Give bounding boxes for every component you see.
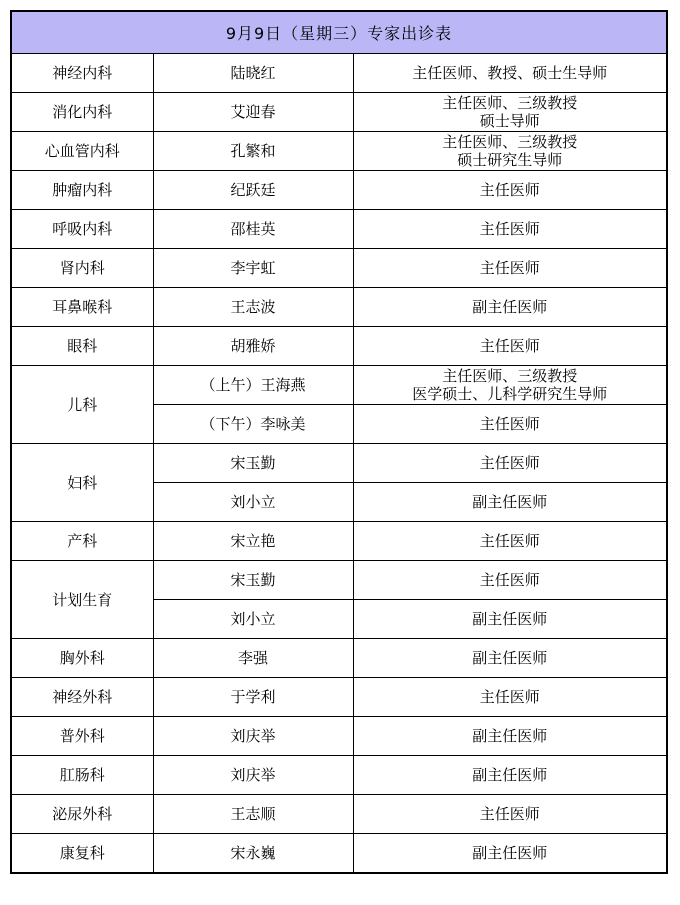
title-line: 主任医师: [479, 181, 540, 199]
doctor-cell: 刘庆举: [153, 756, 353, 795]
department-cell: 眼科: [11, 327, 153, 366]
department-cell: 心血管内科: [11, 132, 153, 171]
doctor-cell: 艾迎春: [153, 93, 353, 132]
doctor-cell: 陆晓红: [153, 54, 353, 93]
department-cell: 神经内科: [11, 54, 153, 93]
title-line: 副主任医师: [472, 493, 548, 511]
title-line: 硕士研究生导师: [457, 151, 563, 169]
title-line: 主任医师: [479, 259, 540, 277]
department-cell: 产科: [11, 522, 153, 561]
doctor-cell: 王志波: [153, 288, 353, 327]
department-cell: 泌尿外科: [11, 795, 153, 834]
title-line: 主任医师: [479, 688, 540, 706]
table-header-row: [11, 11, 667, 54]
title-line: 副主任医师: [472, 727, 548, 745]
title-cell: [353, 171, 667, 210]
title-cell: [353, 132, 667, 171]
title-line: 副主任医师: [472, 610, 548, 628]
department-cell: 肿瘤内科: [11, 171, 153, 210]
table-row: [11, 132, 667, 171]
table-row: [11, 756, 667, 795]
title-line: 副主任医师: [472, 844, 548, 862]
doctor-cell: 宋立艳: [153, 522, 353, 561]
title-line: 主任医师: [479, 415, 540, 433]
table-row: [11, 678, 667, 717]
title-line: 硕士导师: [479, 112, 540, 130]
doctor-cell: 于学利: [153, 678, 353, 717]
title-line: 主任医师、三级教授: [442, 94, 578, 112]
department-cell: 肛肠科: [11, 756, 153, 795]
doctor-cell: 孔繁和: [153, 132, 353, 171]
table-body: [11, 54, 667, 874]
department-cell: 儿科: [11, 366, 153, 444]
title-line: 主任医师: [479, 571, 540, 589]
table-row: [11, 366, 667, 405]
table-row: [11, 210, 667, 249]
table-row: [11, 54, 667, 93]
department-cell: 康复科: [11, 834, 153, 874]
table-row: [11, 639, 667, 678]
title-cell: [353, 795, 667, 834]
title-line: 主任医师、三级教授: [442, 367, 578, 385]
doctor-cell: 纪跃廷: [153, 171, 353, 210]
title-line: 主任医师: [479, 220, 540, 238]
title-cell: [353, 210, 667, 249]
department-cell: 呼吸内科: [11, 210, 153, 249]
title-cell: [353, 561, 667, 600]
table-row: [11, 717, 667, 756]
table-row: [11, 561, 667, 600]
title-line: 主任医师、三级教授: [442, 133, 578, 151]
title-cell: [353, 249, 667, 288]
table-title: 9月9日（星期三）专家出诊表: [11, 11, 667, 54]
department-cell: 妇科: [11, 444, 153, 522]
title-cell: [353, 288, 667, 327]
table-row: [11, 171, 667, 210]
title-line: 主任医师: [479, 532, 540, 550]
title-line: 主任医师: [479, 805, 540, 823]
expert-schedule-table: [10, 10, 668, 874]
title-cell: [353, 54, 667, 93]
doctor-cell: 刘庆举: [153, 717, 353, 756]
title-cell: [353, 405, 667, 444]
doctor-cell: 李宇虹: [153, 249, 353, 288]
title-line: 主任医师、教授、硕士生导师: [412, 64, 608, 82]
doctor-cell: 邵桂英: [153, 210, 353, 249]
table-row: [11, 288, 667, 327]
title-line: 主任医师: [479, 337, 540, 355]
table-row: [11, 795, 667, 834]
title-cell: [353, 327, 667, 366]
title-line: 副主任医师: [472, 649, 548, 667]
title-cell: [353, 834, 667, 874]
title-cell: [353, 756, 667, 795]
department-cell: 胸外科: [11, 639, 153, 678]
table-row: [11, 327, 667, 366]
doctor-cell: 刘小立: [153, 600, 353, 639]
doctor-cell: 王志顺: [153, 795, 353, 834]
title-line: 副主任医师: [472, 298, 548, 316]
title-cell: [353, 639, 667, 678]
title-cell: [353, 366, 667, 405]
table-row: [11, 522, 667, 561]
doctor-cell: 胡雅娇: [153, 327, 353, 366]
title-cell: [353, 600, 667, 639]
title-cell: [353, 483, 667, 522]
title-line: 副主任医师: [472, 766, 548, 784]
table-row: [11, 249, 667, 288]
table-row: [11, 93, 667, 132]
doctor-cell: （上午）王海燕: [153, 366, 353, 405]
department-cell: 普外科: [11, 717, 153, 756]
title-cell: [353, 444, 667, 483]
doctor-cell: 刘小立: [153, 483, 353, 522]
doctor-cell: 宋玉勤: [153, 561, 353, 600]
doctor-cell: 李强: [153, 639, 353, 678]
department-cell: 消化内科: [11, 93, 153, 132]
doctor-cell: 宋永巍: [153, 834, 353, 874]
doctor-cell: （下午）李咏美: [153, 405, 353, 444]
title-cell: [353, 93, 667, 132]
table-row: [11, 834, 667, 874]
department-cell: 耳鼻喉科: [11, 288, 153, 327]
department-cell: 计划生育: [11, 561, 153, 639]
title-line: 主任医师: [479, 454, 540, 472]
doctor-cell: 宋玉勤: [153, 444, 353, 483]
table-row: [11, 444, 667, 483]
title-cell: [353, 522, 667, 561]
title-cell: [353, 678, 667, 717]
department-cell: 神经外科: [11, 678, 153, 717]
department-cell: 肾内科: [11, 249, 153, 288]
title-cell: [353, 717, 667, 756]
title-line: 医学硕士、儿科学研究生导师: [412, 385, 608, 403]
